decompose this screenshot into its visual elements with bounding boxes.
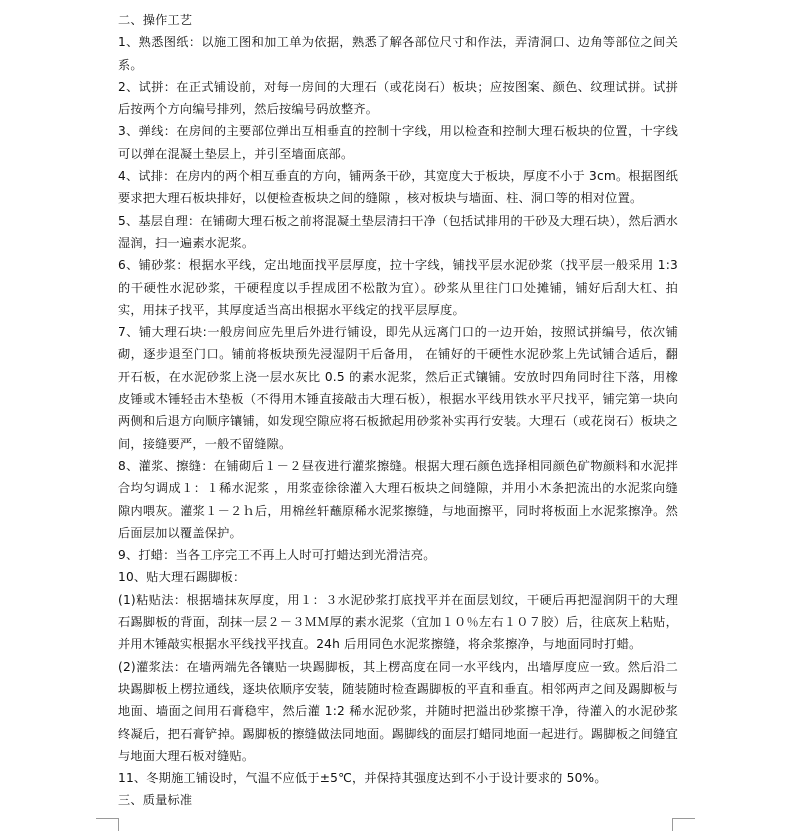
- paragraph-1-drawings: 1、熟悉图纸：以施工图和加工单为依据，熟悉了解各部位尺寸和作法，弄清洞口、边角等部位之间关系。: [118, 35, 678, 72]
- section-heading-quality: 三、质量标准: [118, 793, 193, 808]
- section-heading-process: 二、操作工艺: [118, 13, 193, 27]
- paragraph-7-laying-marble: 7、铺大理石块:一般房间应先里后外进行铺设，即先从远离门口的一边开始，按照试拼编号，依次铺砌，逐步退至门口。铺前将板块预先浸湿阴干后备用， 在铺好的干硬性水泥砂浆上先试铺合适后，翻开石板，在水泥砂浆上浇一层水灰比 0.5 的素水泥浆，然后正式镶铺。安放时四角同时往下落，用橡皮锤或木锤轻击木垫板（不得用木锤直接敲击大理石板），根据水平线用铁水平尺找平，铺完第一块向两侧和后退方向顺序镶铺，如发现空隙应将石板掀起用砂浆补实再行安装。大理石（或花岗石）板块之间，接缝要严，一般不留缝隙。: [118, 325, 678, 451]
- paragraph-8-grouting: 8、灌浆、擦缝：在铺砌后１－２昼夜进行灌浆擦缝。根据大理石颜色选择相同颜色矿物颜料和水泥拌合均匀调成１：１稀水泥浆 ，用浆壶徐徐灌入大理石板块之间缝隙，并用小木条把流出的水泥浆向缝隙内喂灰。灌浆１－２ｈ后，用棉丝轩蘸原稀水泥浆擦缝，与地面擦平，同时将板面上水泥浆擦净。然后面层加以覆盖保护。: [118, 458, 678, 540]
- paragraph-5-base-treatment: 5、基层自理：在铺砌大理石板之前将混凝土垫层清扫干净（包括试排用的干砂及大理石块），然后洒水湿润，扫一遍素水泥浆。: [118, 213, 678, 250]
- page-corner-mark-left: [96, 818, 119, 831]
- page-corner-mark-right: [672, 818, 695, 831]
- paragraph-9-waxing: 9、打蜡：当各工序完工不再上人时可打蜡达到光滑洁亮。: [118, 548, 436, 563]
- paragraph-6-mortar: 6、铺砂浆：根据水平线，定出地面找平层厚度，拉十字线，铺找平层水泥砂浆（找平层一般采用 1:3 的干硬性水泥砂浆，干硬程度以手捏成团不松散为宜）。砂浆从里往门口处摊铺，铺好后刮大杠、拍实，用抹子找平，其厚度适当高出根据水平线定的找平层厚度。: [118, 258, 678, 317]
- paragraph-2-trial-fit: 2、试拼：在正式铺设前，对每一房间的大理石（或花岗石）板块；应按图案、颜色、纹理试拼。试拼后按两个方向编号排列，然后按编号码放整齐。: [118, 79, 678, 117]
- paragraph-10-1-adhesive-method: (1)粘贴法：根据墙抹灰厚度，用１：３水泥砂浆打底找平并在面层划纹，干硬后再把湿润阴干的大理石踢脚板的背面，刮抹一层２－３ＭＭ厚的素水泥浆（宜加１０％左右１０７胶）后，往底灰上粘贴，并用木锤敲实根据水平线找平找直。24h 后用同色水泥浆擦缝，将余浆擦净，与地面同时打蜡。: [118, 592, 678, 652]
- paragraph-10-skirting: 10、贴大理石踢脚板：: [118, 570, 246, 585]
- paragraph-11-winter: 11、冬期施工铺设时，气温不应低于±5℃，并保持其强度达到不小于设计要求的 50%。: [118, 771, 607, 786]
- document-body: [118, 9, 678, 812]
- paragraph-4-trial-layout: 4、试排：在房内的两个相互垂直的方向，铺两条干砂，其宽度大于板块，厚度不小于 3cm。根据图纸要求把大理石板块排好，以便检查板块之间的缝隙 ，核对板块与墙面、柱、洞口等的相对位置。: [118, 169, 678, 206]
- paragraph-3-snap-line: 3、弹线：在房间的主要部位弹出互相垂直的控制十字线，用以检查和控制大理石板块的位置，十字线可以弹在混凝土垫层上，并引至墙面底部。: [118, 124, 678, 161]
- paragraph-10-2-grouting-method: (2)灌浆法：在墙两端先各镶贴一块踢脚板，其上楞高度在同一水平线内，出墙厚度应一致。然后沿二块踢脚板上楞拉通线，逐块依顺序安装，随装随时检查踢脚板的平直和垂直。相邻两声之间及踢脚板与地面、墙面之间用石膏稳牢，然后灌 1:2 稀水泥砂浆，并随时把溢出砂浆擦干净，待灌入的水泥砂浆终凝后，把石膏铲掉。踢脚板的擦缝做法同地面。踢脚线的面层打蜡同地面一起进行。踢脚板之间缝宜与地面大理石板对缝贴。: [118, 659, 678, 763]
